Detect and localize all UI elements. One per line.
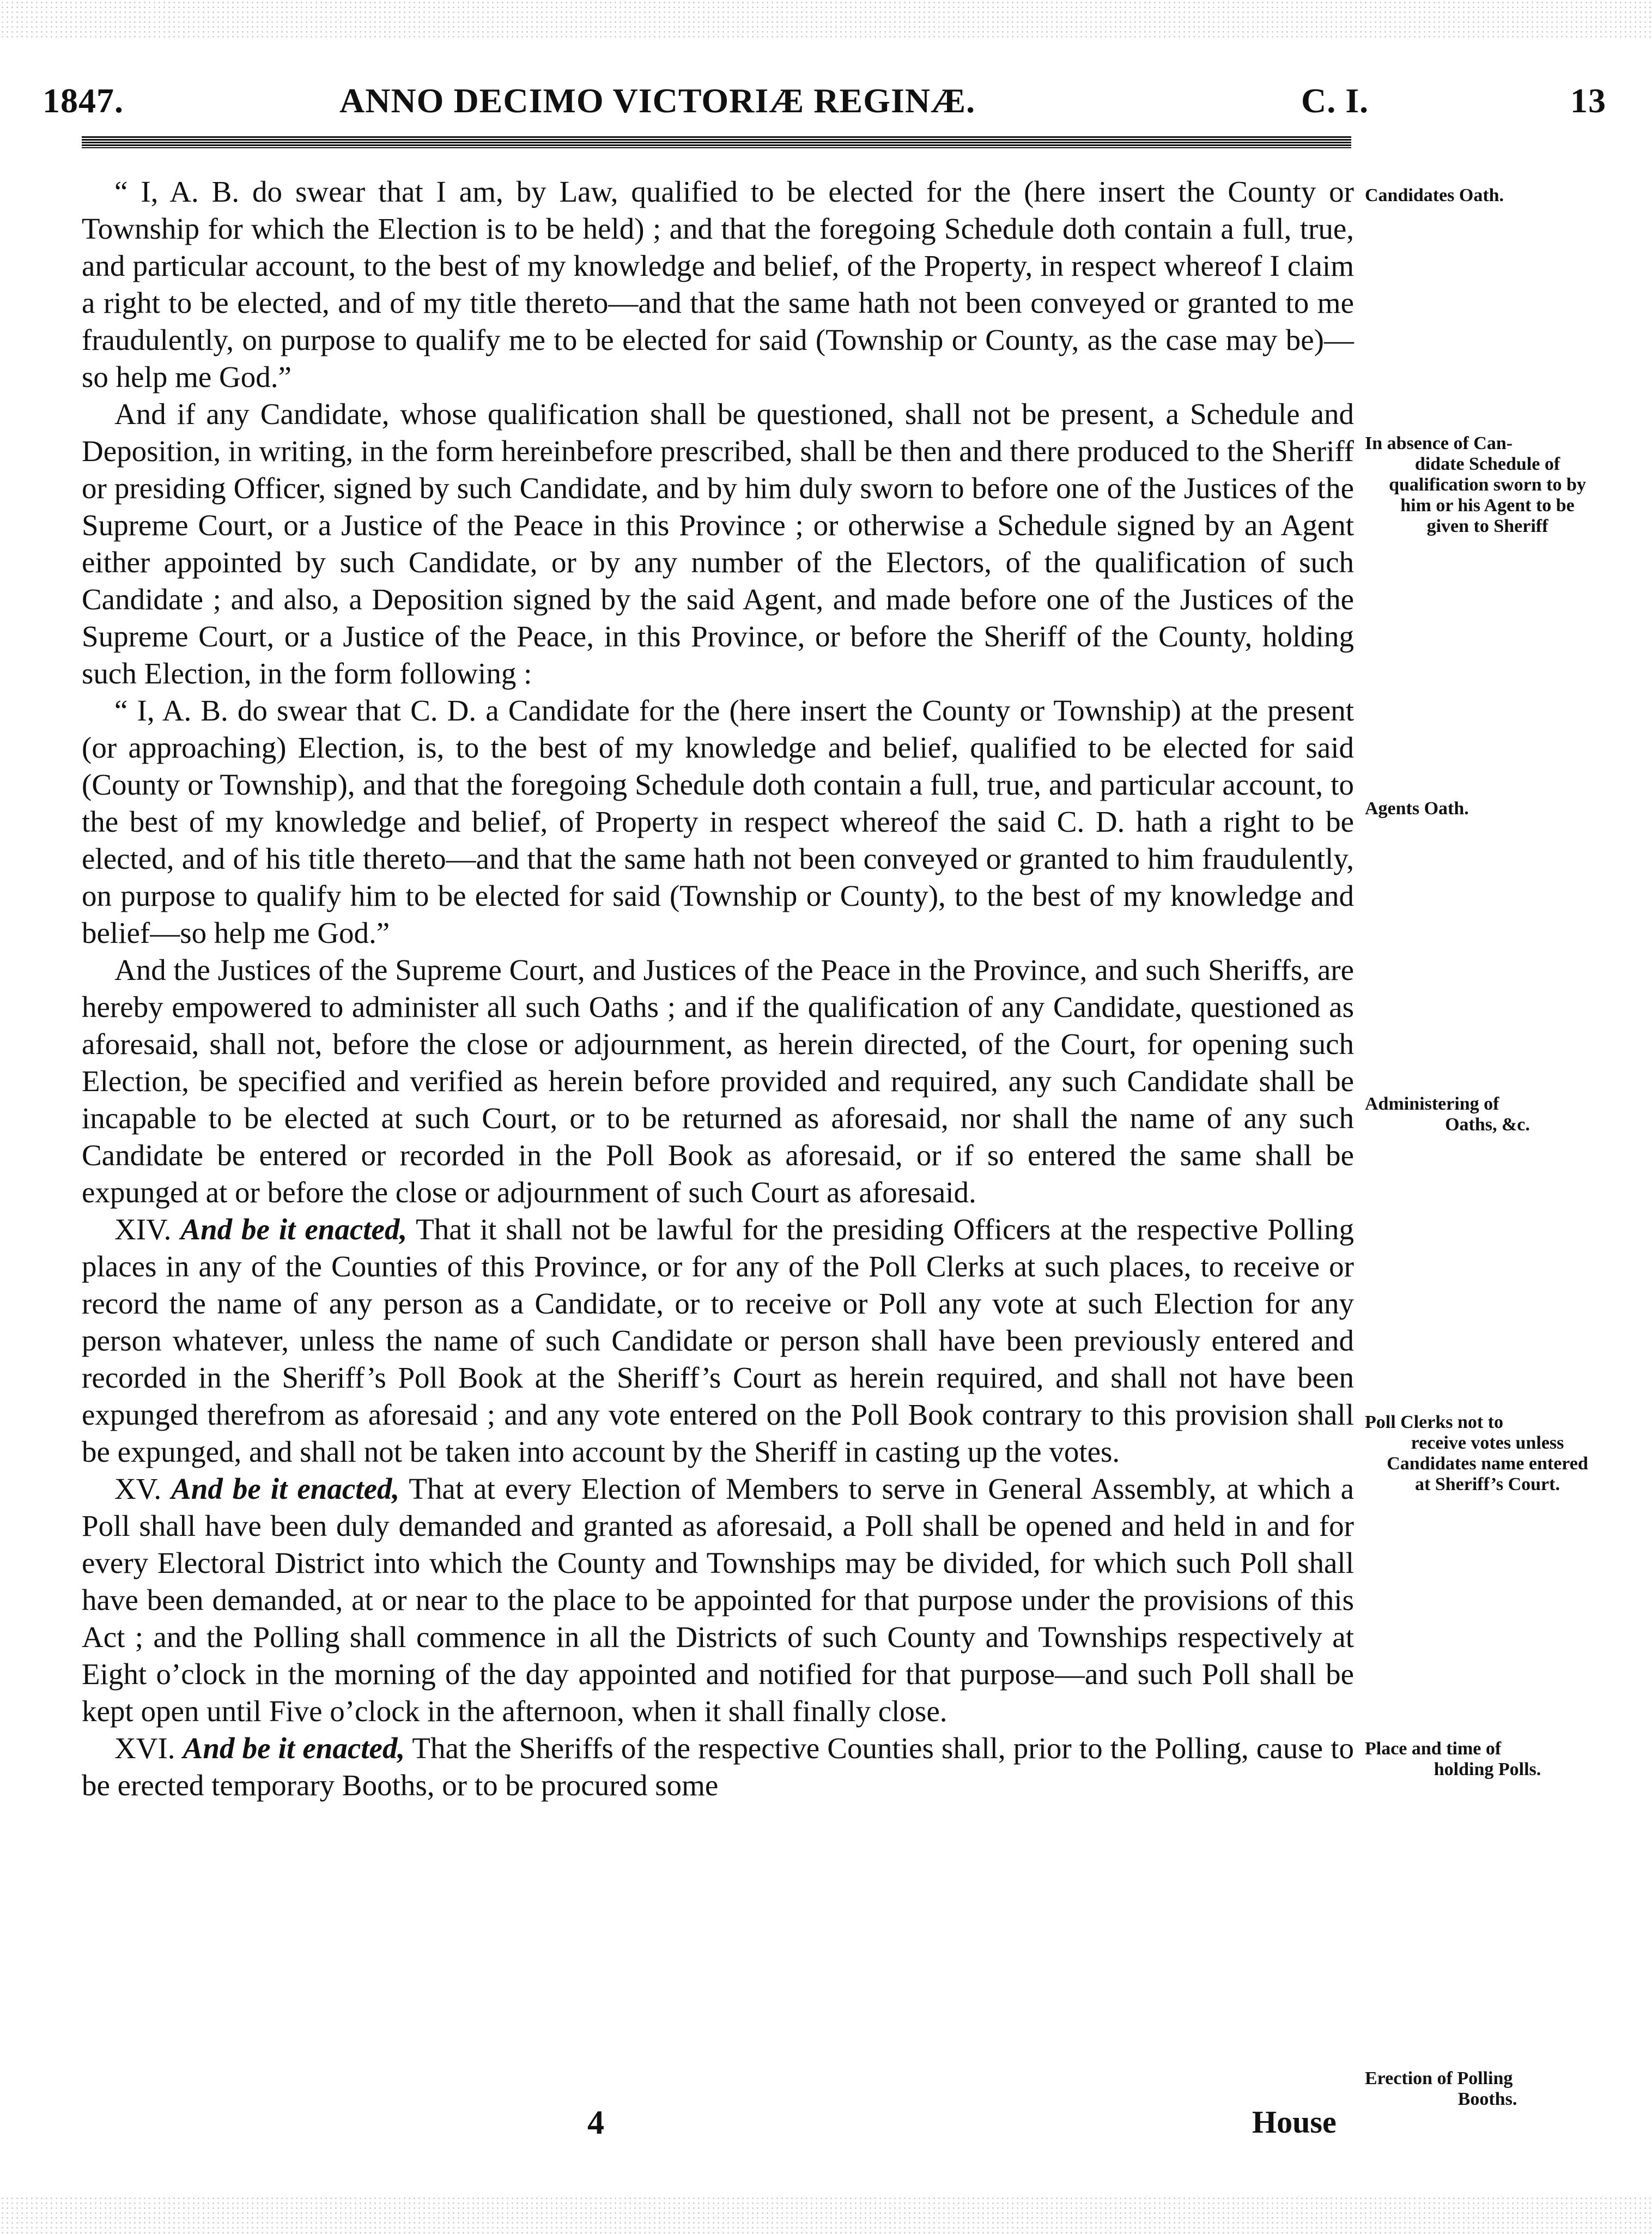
header-year: 1847. — [42, 81, 124, 120]
margin-note-candidates-oath: Candidates Oath. — [1365, 185, 1504, 205]
scan-noise-bottom — [0, 2196, 1652, 2234]
section-xiv — [82, 1211, 1354, 1470]
page-number: 13 — [1570, 81, 1606, 120]
enacting-clause: And be it enacted, — [183, 1731, 405, 1765]
catchword: House — [1252, 2104, 1337, 2140]
section-xv — [82, 1470, 1354, 1730]
header-chapter: C. I. — [1301, 81, 1369, 120]
paragraph-agents-oath: “ I, A. B. do swear that C. D. a Candidate for the (here insert the County or Township) at the present (or approaching) Election, is, to the best of my knowledge and belief, qualified to be elected for said (County or Township), and that the foregoing Schedule doth contain a full, true, and particular account, to the best of my knowledge and belief, of Property in respect whereof the said C. D. hath a right to be elected, and of his title thereto—and that the same hath not been conveyed or granted to him fraudulently, on purpose to qualify him to be elected for said (Township or County), to the best of my knowledge and belief—so help me God.” — [82, 694, 1354, 949]
paragraph-absent-candidate: And if any Candidate, whose qualification shall be questioned, shall not be present, a Schedule and Deposition, in writing, in the form hereinbefore prescribed, shall be then and there produced to the Sheriff or presiding Officer, signed by such Candidate, and by him duly sworn to before one of the Justices of the Supreme Court, or a Justice of the Peace in this Province ; or otherwise a Schedule signed by an Agent either appointed by such Candidate, or by any number of the Electors, of the qualification of such Candidate ; and also, a Deposition signed by the said Agent, and made before one of the Justices of the Supreme Court, or a Justice of the Peace, in this Province, or before the Sheriff of the County, holding such Election, in the form following : — [82, 397, 1354, 690]
margin-note-administering-oaths: Administering of Oaths, &c. — [1365, 1094, 1530, 1135]
signature-mark: 4 — [587, 2104, 604, 2141]
scan-noise-top — [0, 0, 1652, 38]
margin-note-erection-booths: Erection of Polling Booths. — [1365, 2068, 1517, 2109]
running-header — [42, 81, 1606, 124]
header-rule — [82, 136, 1351, 148]
section-number: XIV. — [114, 1213, 172, 1246]
section-text: That it shall not be lawful for the presiding Officers at the respective Polling places in any of the Counties of this Province, or for any of the Poll Clerks at such places, to receive or record the name of any person as a Candidate, or to receive or Poll any vote at such Election for any person whatever, unless the name of such Candidate or person shall have been previously entered and recorded in the Sheriff’s Poll Book at the Sheriff’s Court as herein required, and shall not have been expunged therefrom as aforesaid ; and any vote entered on the Poll Book contrary to this provision shall be expunged, and shall not be taken into account by the Sheriff in casting up the votes. — [82, 1213, 1354, 1468]
paragraph-candidates-oath: “ I, A. B. do swear that I am, by Law, qualified to be elected for the (here insert the County or Township for which the Election is to be held) ; and that the foregoing Schedule doth contain a full, true, and particular account, to the best of my knowledge and belief, of the Property, in respect whereof I claim a right to be elected, and of my title thereto—and that the same hath not been conveyed or granted to me fraudulently, on purpose to qualify me to be elected for said (Township or County, as the case may be)—so help me God.” — [82, 175, 1354, 393]
section-xvi — [82, 1730, 1354, 1804]
margin-note-place-time-polls: Place and time of holding Polls. — [1365, 1739, 1541, 1779]
section-text: That at every Election of Members to serve in General Assembly, at which a Poll shall have been duly demanded and granted as aforesaid, a Poll shall be opened and held in and for every Electoral District into which the County and Townships may be divided, for which such Poll shall have been demanded, at or near to the place to be appointed for that purpose under the provisions of this Act ; and the Polling shall commence in all the Districts of such County and Townships respectively at Eight o’clock in the morning of the day appointed and notified for that purpose—and such Poll shall be kept open until Five o’clock in the afternoon, when it shall finally close. — [82, 1472, 1354, 1728]
enacting-clause: And be it enacted, — [171, 1472, 400, 1505]
margin-note-agents-oath: Agents Oath. — [1365, 798, 1469, 819]
margin-note-absent-candidate: In absence of Can- didate Schedule of qualification sworn to by him or his Agent to be given to Sheriff — [1365, 433, 1586, 536]
section-text: That the Sheriffs of the respective Counties shall, prior to the Polling, cause to be erected temporary Booths, or to be procured some — [82, 1731, 1354, 1802]
enacting-clause: And be it enacted, — [180, 1213, 408, 1246]
main-text — [82, 173, 1354, 1804]
section-number: XVI. — [114, 1731, 175, 1765]
paragraph-administering-oaths: And the Justices of the Supreme Court, and Justices of the Peace in the Province, and such Sheriffs, are hereby empowered to administer all such Oaths ; and if the qualification of any Candidate, questioned as aforesaid, shall not, before the close or adjournment, as herein directed, of the Court, for opening such Election, be specified and verified as herein before provided and required, any such Candidate shall be incapable to be elected at such Court, or to be returned as aforesaid, nor shall the name of any such Candidate be entered or recorded in the Poll Book as aforesaid, or if so entered the same shall be expunged at or before the close or adjournment of such Court as aforesaid. — [82, 953, 1354, 1209]
header-title: ANNO DECIMO VICTORIÆ REGINÆ. — [339, 81, 976, 120]
margin-note-poll-clerks: Poll Clerks not to receive votes unless Candidates name entered at Sheriff’s Court. — [1365, 1412, 1588, 1494]
section-number: XV. — [114, 1472, 162, 1505]
